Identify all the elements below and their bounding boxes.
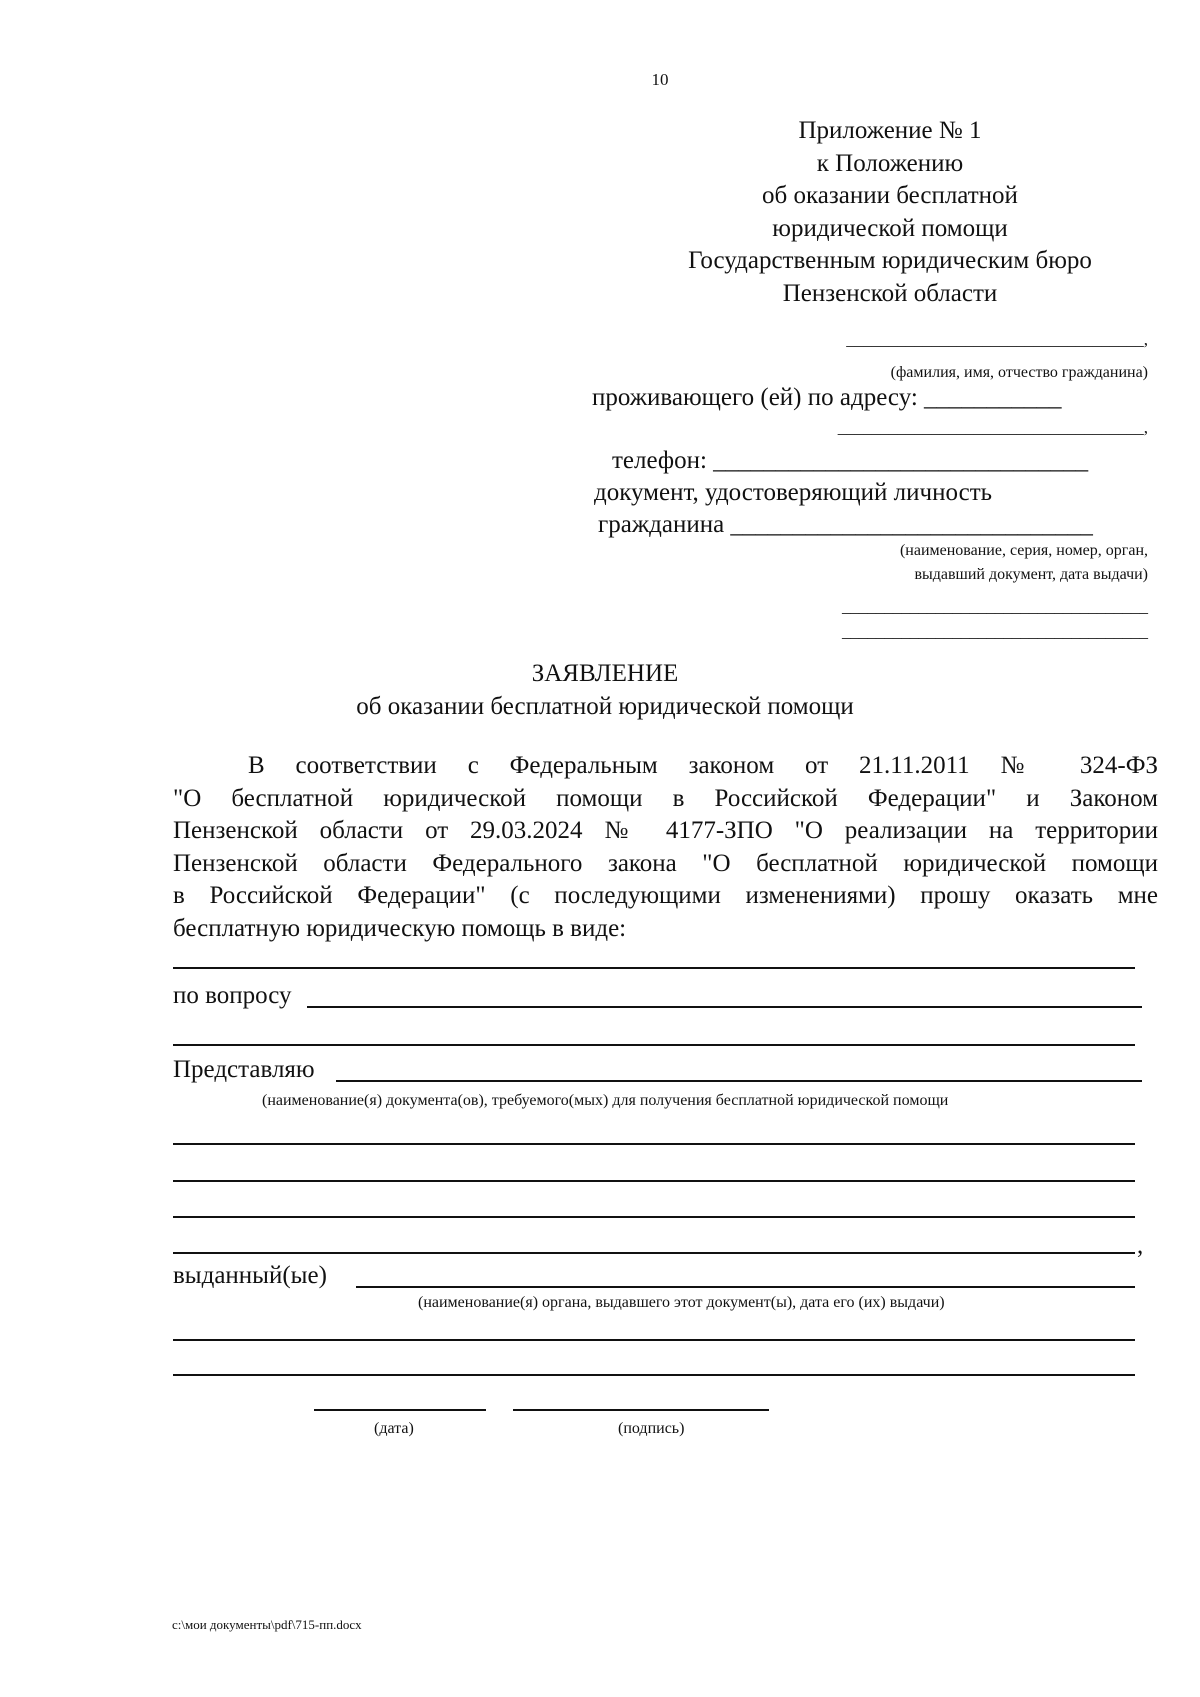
annex-line: Государственным юридическим бюро [688,247,1092,274]
signature-caption: (подпись) [618,1420,685,1437]
document-line[interactable] [173,1180,1135,1182]
document-line[interactable] [173,1252,1135,1254]
question-line-2[interactable] [173,1044,1135,1046]
name-caption: (фамилия, имя, отчество гражданина) [890,364,1148,381]
annex-line: юридической помощи [772,214,1008,242]
comma: , [1137,1232,1144,1259]
issued-line[interactable] [356,1286,1135,1288]
body-line: бесплатную юридическую помощь в виде: [173,914,627,942]
document-line[interactable] [173,1143,1135,1145]
present-label: Представляю [173,1056,315,1083]
issued-line-2[interactable] [173,1339,1135,1341]
id-caption-line-1: (наименование, серия, номер, орган, [899,542,1148,559]
annex-line: Приложение № 1 [798,117,982,144]
footer-file-path: c:\мои документы\pdf\715-пп.docx [172,1617,362,1632]
present-line[interactable] [336,1080,1142,1082]
phone-label: телефон: ______________________________ [612,447,1089,474]
annex-line: об оказании бесплатной [762,182,1018,209]
statement-subtitle: об оказании бесплатной юридической помощи [356,693,854,720]
issued-caption: (наименование(я) органа, выдавшего этот документ(ы), дата его (их) выдачи) [418,1294,945,1311]
statement-title: ЗАЯВЛЕНИЕ [531,660,679,687]
annex-header [640,115,1140,310]
address-blank-line[interactable]: ____________________________________, [837,418,1148,437]
question-line[interactable] [307,1006,1142,1008]
document-line[interactable] [173,1216,1135,1218]
id-extra-blank-line[interactable]: ____________________________________ [842,622,1148,641]
date-line[interactable] [314,1409,486,1411]
body-line: "О бесплатной юридической помощи в Российской Федерации" и Законом [173,784,1158,812]
signature-line[interactable] [513,1409,769,1411]
page-number: 10 [651,70,669,89]
id-document-label: документ, удостоверяющий личность [594,479,993,506]
id-extra-blank-line[interactable]: ____________________________________ [842,597,1148,616]
statement-body [173,750,1158,945]
present-caption: (наименование(я) документа(ов), требуемого(мых) для получения бесплатной юридической помощи [262,1092,949,1109]
body-line: Пензенской области Федерального закона "О бесплатной юридической помощи [173,849,1158,877]
address-label: проживающего (ей) по адресу: ___________ [592,384,1062,411]
body-line: в Российской Федерации" (с последующими изменениями) прошу оказать мне [173,882,1158,909]
annex-line: к Положению [816,149,964,177]
body-line: Пензенской области от 29.03.2024 № 4177-ЗПО "О реализации на территории [173,817,1158,844]
help-type-line[interactable] [173,967,1135,969]
id-caption-line-2: выдавший документ, дата выдачи) [914,566,1148,583]
annex-line: Пензенской области [782,279,998,307]
date-caption: (дата) [374,1420,414,1437]
issued-line-3[interactable] [173,1374,1135,1376]
citizen-label: гражданина _____________________________ [598,511,1093,538]
name-blank-line[interactable]: ___________________________________, [846,330,1148,349]
question-label: по вопросу [173,982,292,1009]
issued-label: выданный(ые) [173,1262,327,1289]
body-line: В соответствии с Федеральным законом от 21.11.2011 № 324-ФЗ [248,752,1158,779]
